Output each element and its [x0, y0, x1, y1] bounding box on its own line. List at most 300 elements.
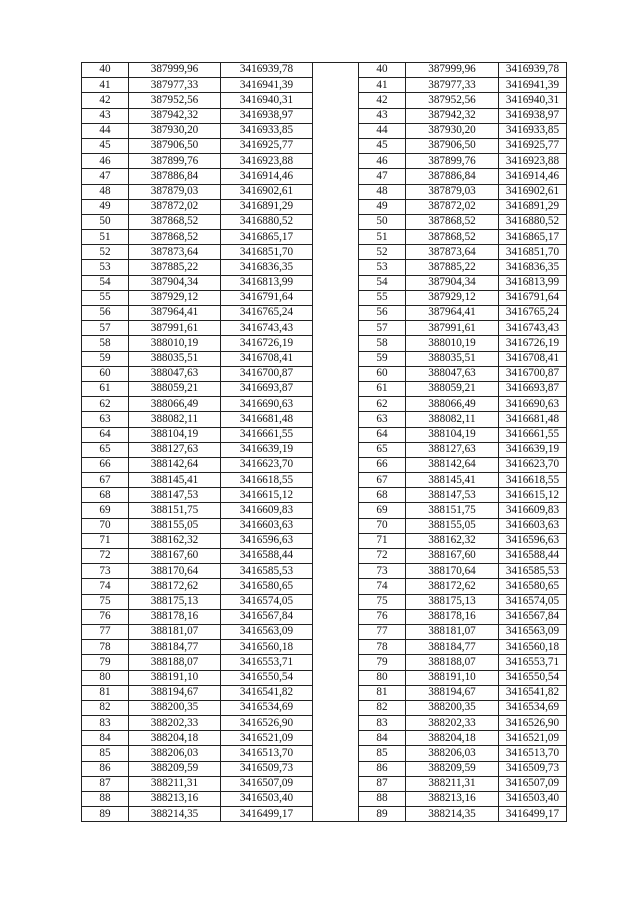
column-gap: [313, 397, 359, 412]
right-x-coordinate: 387991,61: [406, 321, 499, 336]
right-y-coordinate: 3416639,19: [499, 442, 567, 457]
left-y-coordinate: 3416940,31: [221, 93, 313, 108]
right-x-coordinate: 388184,77: [406, 640, 499, 655]
column-gap: [313, 366, 359, 381]
left-y-coordinate: 3416939,78: [221, 63, 313, 78]
right-x-coordinate: 388181,07: [406, 624, 499, 639]
left-point-number: 78: [82, 640, 129, 655]
column-gap: [313, 533, 359, 548]
column-gap: [313, 442, 359, 457]
right-x-coordinate: 388200,35: [406, 700, 499, 715]
table-row: [82, 214, 567, 229]
left-x-coordinate: 388147,53: [129, 488, 221, 503]
left-point-number: 79: [82, 655, 129, 670]
table-row: [82, 351, 567, 366]
column-gap: [313, 473, 359, 488]
table-row: [82, 427, 567, 442]
right-y-coordinate: 3416681,48: [499, 412, 567, 427]
right-x-coordinate: 388213,16: [406, 792, 499, 807]
right-y-coordinate: 3416851,70: [499, 245, 567, 260]
coordinate-table-body: [82, 63, 567, 822]
right-x-coordinate: 387906,50: [406, 138, 499, 153]
left-point-number: 75: [82, 594, 129, 609]
left-y-coordinate: 3416791,64: [221, 290, 313, 305]
right-x-coordinate: 388175,13: [406, 594, 499, 609]
left-point-number: 71: [82, 533, 129, 548]
right-y-coordinate: 3416690,63: [499, 397, 567, 412]
left-x-coordinate: 387886,84: [129, 169, 221, 184]
right-point-number: 67: [359, 473, 406, 488]
right-x-coordinate: 387868,52: [406, 214, 499, 229]
column-gap: [313, 184, 359, 199]
column-gap: [313, 351, 359, 366]
right-x-coordinate: 388204,18: [406, 731, 499, 746]
column-gap: [313, 290, 359, 305]
right-y-coordinate: 3416661,55: [499, 427, 567, 442]
left-x-coordinate: 388059,21: [129, 381, 221, 396]
left-y-coordinate: 3416526,90: [221, 716, 313, 731]
right-y-coordinate: 3416933,85: [499, 123, 567, 138]
column-gap: [313, 93, 359, 108]
table-row: [82, 533, 567, 548]
right-x-coordinate: 388178,16: [406, 609, 499, 624]
column-gap: [313, 746, 359, 761]
right-y-coordinate: 3416560,18: [499, 640, 567, 655]
table-row: [82, 199, 567, 214]
column-gap: [313, 260, 359, 275]
column-gap: [313, 761, 359, 776]
left-x-coordinate: 388175,13: [129, 594, 221, 609]
left-y-coordinate: 3416563,09: [221, 624, 313, 639]
column-gap: [313, 488, 359, 503]
left-y-coordinate: 3416615,12: [221, 488, 313, 503]
right-y-coordinate: 3416880,52: [499, 214, 567, 229]
left-y-coordinate: 3416880,52: [221, 214, 313, 229]
column-gap: [313, 123, 359, 138]
left-x-coordinate: 388082,11: [129, 412, 221, 427]
left-y-coordinate: 3416865,17: [221, 230, 313, 245]
left-x-coordinate: 388206,03: [129, 746, 221, 761]
right-y-coordinate: 3416541,82: [499, 685, 567, 700]
left-y-coordinate: 3416503,40: [221, 792, 313, 807]
table-row: [82, 381, 567, 396]
left-point-number: 69: [82, 503, 129, 518]
left-x-coordinate: 387977,33: [129, 78, 221, 93]
right-point-number: 49: [359, 199, 406, 214]
right-x-coordinate: 388010,19: [406, 336, 499, 351]
right-y-coordinate: 3416700,87: [499, 366, 567, 381]
right-x-coordinate: 388145,41: [406, 473, 499, 488]
right-y-coordinate: 3416618,55: [499, 473, 567, 488]
table-row: [82, 108, 567, 123]
column-gap: [313, 336, 359, 351]
right-point-number: 83: [359, 716, 406, 731]
right-point-number: 61: [359, 381, 406, 396]
right-y-coordinate: 3416563,09: [499, 624, 567, 639]
right-y-coordinate: 3416925,77: [499, 138, 567, 153]
left-point-number: 83: [82, 716, 129, 731]
left-point-number: 59: [82, 351, 129, 366]
left-point-number: 87: [82, 776, 129, 791]
right-x-coordinate: 388191,10: [406, 670, 499, 685]
left-point-number: 44: [82, 123, 129, 138]
right-point-number: 78: [359, 640, 406, 655]
column-gap: [313, 776, 359, 791]
right-y-coordinate: 3416891,29: [499, 199, 567, 214]
table-row: [82, 260, 567, 275]
right-point-number: 86: [359, 761, 406, 776]
right-x-coordinate: 387929,12: [406, 290, 499, 305]
left-point-number: 46: [82, 154, 129, 169]
left-x-coordinate: 388047,63: [129, 366, 221, 381]
left-y-coordinate: 3416618,55: [221, 473, 313, 488]
right-point-number: 56: [359, 306, 406, 321]
left-y-coordinate: 3416661,55: [221, 427, 313, 442]
column-gap: [313, 63, 359, 78]
left-y-coordinate: 3416693,87: [221, 381, 313, 396]
left-x-coordinate: 387879,03: [129, 184, 221, 199]
right-y-coordinate: 3416585,53: [499, 564, 567, 579]
right-y-coordinate: 3416791,64: [499, 290, 567, 305]
left-y-coordinate: 3416541,82: [221, 685, 313, 700]
left-point-number: 68: [82, 488, 129, 503]
right-x-coordinate: 388162,32: [406, 533, 499, 548]
right-y-coordinate: 3416567,84: [499, 609, 567, 624]
left-point-number: 60: [82, 366, 129, 381]
right-y-coordinate: 3416693,87: [499, 381, 567, 396]
left-point-number: 67: [82, 473, 129, 488]
right-point-number: 54: [359, 275, 406, 290]
column-gap: [313, 579, 359, 594]
left-x-coordinate: 388200,35: [129, 700, 221, 715]
left-point-number: 81: [82, 685, 129, 700]
left-point-number: 53: [82, 260, 129, 275]
left-y-coordinate: 3416567,84: [221, 609, 313, 624]
right-x-coordinate: 387868,52: [406, 230, 499, 245]
left-point-number: 80: [82, 670, 129, 685]
right-y-coordinate: 3416865,17: [499, 230, 567, 245]
left-point-number: 66: [82, 457, 129, 472]
right-y-coordinate: 3416941,39: [499, 78, 567, 93]
left-x-coordinate: 387906,50: [129, 138, 221, 153]
table-row: [82, 63, 567, 78]
right-point-number: 50: [359, 214, 406, 229]
right-x-coordinate: 388059,21: [406, 381, 499, 396]
left-point-number: 76: [82, 609, 129, 624]
right-point-number: 45: [359, 138, 406, 153]
left-point-number: 50: [82, 214, 129, 229]
left-point-number: 88: [82, 792, 129, 807]
left-y-coordinate: 3416499,17: [221, 807, 313, 822]
table-row: [82, 670, 567, 685]
right-x-coordinate: 387885,22: [406, 260, 499, 275]
left-point-number: 73: [82, 564, 129, 579]
left-point-number: 63: [82, 412, 129, 427]
left-x-coordinate: 387964,41: [129, 306, 221, 321]
right-x-coordinate: 387872,02: [406, 199, 499, 214]
right-y-coordinate: 3416902,61: [499, 184, 567, 199]
table-row: [82, 275, 567, 290]
right-x-coordinate: 388194,67: [406, 685, 499, 700]
table-row: [82, 640, 567, 655]
table-row: [82, 655, 567, 670]
left-point-number: 72: [82, 549, 129, 564]
right-x-coordinate: 387873,64: [406, 245, 499, 260]
right-point-number: 51: [359, 230, 406, 245]
column-gap: [313, 731, 359, 746]
right-x-coordinate: 388209,59: [406, 761, 499, 776]
left-x-coordinate: 387929,12: [129, 290, 221, 305]
right-x-coordinate: 388147,53: [406, 488, 499, 503]
left-y-coordinate: 3416623,70: [221, 457, 313, 472]
left-point-number: 55: [82, 290, 129, 305]
column-gap: [313, 306, 359, 321]
table-row: [82, 93, 567, 108]
right-x-coordinate: 387879,03: [406, 184, 499, 199]
left-y-coordinate: 3416836,35: [221, 260, 313, 275]
table-row: [82, 503, 567, 518]
right-y-coordinate: 3416726,19: [499, 336, 567, 351]
table-row: [82, 169, 567, 184]
right-point-number: 69: [359, 503, 406, 518]
column-gap: [313, 624, 359, 639]
left-x-coordinate: 388191,10: [129, 670, 221, 685]
left-y-coordinate: 3416507,09: [221, 776, 313, 791]
right-y-coordinate: 3416499,17: [499, 807, 567, 822]
left-y-coordinate: 3416534,69: [221, 700, 313, 715]
left-x-coordinate: 388151,75: [129, 503, 221, 518]
right-y-coordinate: 3416509,73: [499, 761, 567, 776]
table-row: [82, 549, 567, 564]
table-row: [82, 594, 567, 609]
right-x-coordinate: 388155,05: [406, 518, 499, 533]
right-x-coordinate: 388206,03: [406, 746, 499, 761]
right-x-coordinate: 387999,96: [406, 63, 499, 78]
left-point-number: 61: [82, 381, 129, 396]
right-x-coordinate: 388172,62: [406, 579, 499, 594]
table-row: [82, 412, 567, 427]
right-x-coordinate: 388082,11: [406, 412, 499, 427]
left-point-number: 56: [82, 306, 129, 321]
left-point-number: 49: [82, 199, 129, 214]
left-x-coordinate: 387999,96: [129, 63, 221, 78]
right-y-coordinate: 3416765,24: [499, 306, 567, 321]
left-y-coordinate: 3416813,99: [221, 275, 313, 290]
right-point-number: 79: [359, 655, 406, 670]
right-y-coordinate: 3416743,43: [499, 321, 567, 336]
right-point-number: 48: [359, 184, 406, 199]
left-point-number: 47: [82, 169, 129, 184]
left-y-coordinate: 3416681,48: [221, 412, 313, 427]
left-x-coordinate: 388213,16: [129, 792, 221, 807]
right-x-coordinate: 387899,76: [406, 154, 499, 169]
left-point-number: 85: [82, 746, 129, 761]
left-y-coordinate: 3416574,05: [221, 594, 313, 609]
right-y-coordinate: 3416580,65: [499, 579, 567, 594]
right-point-number: 46: [359, 154, 406, 169]
right-point-number: 76: [359, 609, 406, 624]
right-point-number: 72: [359, 549, 406, 564]
table-row: [82, 473, 567, 488]
left-y-coordinate: 3416509,73: [221, 761, 313, 776]
column-gap: [313, 78, 359, 93]
right-point-number: 47: [359, 169, 406, 184]
left-x-coordinate: 388167,60: [129, 549, 221, 564]
left-x-coordinate: 388142,64: [129, 457, 221, 472]
left-x-coordinate: 388066,49: [129, 397, 221, 412]
right-x-coordinate: 388167,60: [406, 549, 499, 564]
column-gap: [313, 321, 359, 336]
right-point-number: 89: [359, 807, 406, 822]
right-y-coordinate: 3416615,12: [499, 488, 567, 503]
left-point-number: 89: [82, 807, 129, 822]
left-y-coordinate: 3416938,97: [221, 108, 313, 123]
left-point-number: 74: [82, 579, 129, 594]
right-x-coordinate: 388104,19: [406, 427, 499, 442]
left-x-coordinate: 387930,20: [129, 123, 221, 138]
right-y-coordinate: 3416836,35: [499, 260, 567, 275]
column-gap: [313, 169, 359, 184]
column-gap: [313, 685, 359, 700]
table-row: [82, 761, 567, 776]
right-y-coordinate: 3416813,99: [499, 275, 567, 290]
left-y-coordinate: 3416521,09: [221, 731, 313, 746]
table-row: [82, 321, 567, 336]
left-y-coordinate: 3416580,65: [221, 579, 313, 594]
left-point-number: 82: [82, 700, 129, 715]
left-y-coordinate: 3416588,44: [221, 549, 313, 564]
right-x-coordinate: 387964,41: [406, 306, 499, 321]
right-y-coordinate: 3416574,05: [499, 594, 567, 609]
left-y-coordinate: 3416639,19: [221, 442, 313, 457]
table-row: [82, 154, 567, 169]
column-gap: [313, 412, 359, 427]
column-gap: [313, 564, 359, 579]
right-y-coordinate: 3416596,63: [499, 533, 567, 548]
left-point-number: 57: [82, 321, 129, 336]
left-y-coordinate: 3416553,71: [221, 655, 313, 670]
right-x-coordinate: 388127,63: [406, 442, 499, 457]
right-x-coordinate: 388188,07: [406, 655, 499, 670]
left-x-coordinate: 388010,19: [129, 336, 221, 351]
column-gap: [313, 716, 359, 731]
table-row: [82, 397, 567, 412]
table-row: [82, 366, 567, 381]
column-gap: [313, 503, 359, 518]
table-row: [82, 746, 567, 761]
left-x-coordinate: 388162,32: [129, 533, 221, 548]
right-x-coordinate: 388202,33: [406, 716, 499, 731]
right-y-coordinate: 3416708,41: [499, 351, 567, 366]
left-point-number: 62: [82, 397, 129, 412]
left-point-number: 45: [82, 138, 129, 153]
table-row: [82, 184, 567, 199]
right-point-number: 80: [359, 670, 406, 685]
left-x-coordinate: 388214,35: [129, 807, 221, 822]
left-x-coordinate: 387899,76: [129, 154, 221, 169]
right-point-number: 71: [359, 533, 406, 548]
column-gap: [313, 214, 359, 229]
left-point-number: 40: [82, 63, 129, 78]
right-y-coordinate: 3416603,63: [499, 518, 567, 533]
left-x-coordinate: 388211,31: [129, 776, 221, 791]
right-x-coordinate: 388170,64: [406, 564, 499, 579]
left-y-coordinate: 3416513,70: [221, 746, 313, 761]
table-row: [82, 442, 567, 457]
left-point-number: 77: [82, 624, 129, 639]
column-gap: [313, 381, 359, 396]
left-y-coordinate: 3416603,63: [221, 518, 313, 533]
right-x-coordinate: 388142,64: [406, 457, 499, 472]
right-y-coordinate: 3416526,90: [499, 716, 567, 731]
right-point-number: 53: [359, 260, 406, 275]
left-x-coordinate: 387885,22: [129, 260, 221, 275]
column-gap: [313, 609, 359, 624]
left-y-coordinate: 3416550,54: [221, 670, 313, 685]
left-y-coordinate: 3416923,88: [221, 154, 313, 169]
right-point-number: 64: [359, 427, 406, 442]
table-row: [82, 336, 567, 351]
right-point-number: 40: [359, 63, 406, 78]
table-row: [82, 685, 567, 700]
right-y-coordinate: 3416588,44: [499, 549, 567, 564]
right-point-number: 65: [359, 442, 406, 457]
left-y-coordinate: 3416609,83: [221, 503, 313, 518]
left-x-coordinate: 388184,77: [129, 640, 221, 655]
right-y-coordinate: 3416521,09: [499, 731, 567, 746]
right-point-number: 42: [359, 93, 406, 108]
table-row: [82, 807, 567, 822]
left-point-number: 58: [82, 336, 129, 351]
column-gap: [313, 640, 359, 655]
left-point-number: 65: [82, 442, 129, 457]
left-x-coordinate: 388155,05: [129, 518, 221, 533]
right-y-coordinate: 3416938,97: [499, 108, 567, 123]
column-gap: [313, 655, 359, 670]
column-gap: [313, 154, 359, 169]
left-y-coordinate: 3416925,77: [221, 138, 313, 153]
right-y-coordinate: 3416503,40: [499, 792, 567, 807]
table-row: [82, 776, 567, 791]
right-point-number: 63: [359, 412, 406, 427]
right-point-number: 66: [359, 457, 406, 472]
column-gap: [313, 518, 359, 533]
left-y-coordinate: 3416690,63: [221, 397, 313, 412]
right-x-coordinate: 388047,63: [406, 366, 499, 381]
column-gap: [313, 594, 359, 609]
table-row: [82, 230, 567, 245]
left-x-coordinate: 388127,63: [129, 442, 221, 457]
left-x-coordinate: 388170,64: [129, 564, 221, 579]
right-point-number: 75: [359, 594, 406, 609]
right-x-coordinate: 388214,35: [406, 807, 499, 822]
table-row: [82, 792, 567, 807]
left-y-coordinate: 3416726,19: [221, 336, 313, 351]
table-row: [82, 518, 567, 533]
table-row: [82, 78, 567, 93]
left-x-coordinate: 387952,56: [129, 93, 221, 108]
right-y-coordinate: 3416553,71: [499, 655, 567, 670]
left-x-coordinate: 388181,07: [129, 624, 221, 639]
column-gap: [313, 807, 359, 822]
left-x-coordinate: 388145,41: [129, 473, 221, 488]
left-y-coordinate: 3416560,18: [221, 640, 313, 655]
left-y-coordinate: 3416596,63: [221, 533, 313, 548]
table-row: [82, 457, 567, 472]
left-x-coordinate: 388204,18: [129, 731, 221, 746]
left-y-coordinate: 3416902,61: [221, 184, 313, 199]
right-y-coordinate: 3416609,83: [499, 503, 567, 518]
